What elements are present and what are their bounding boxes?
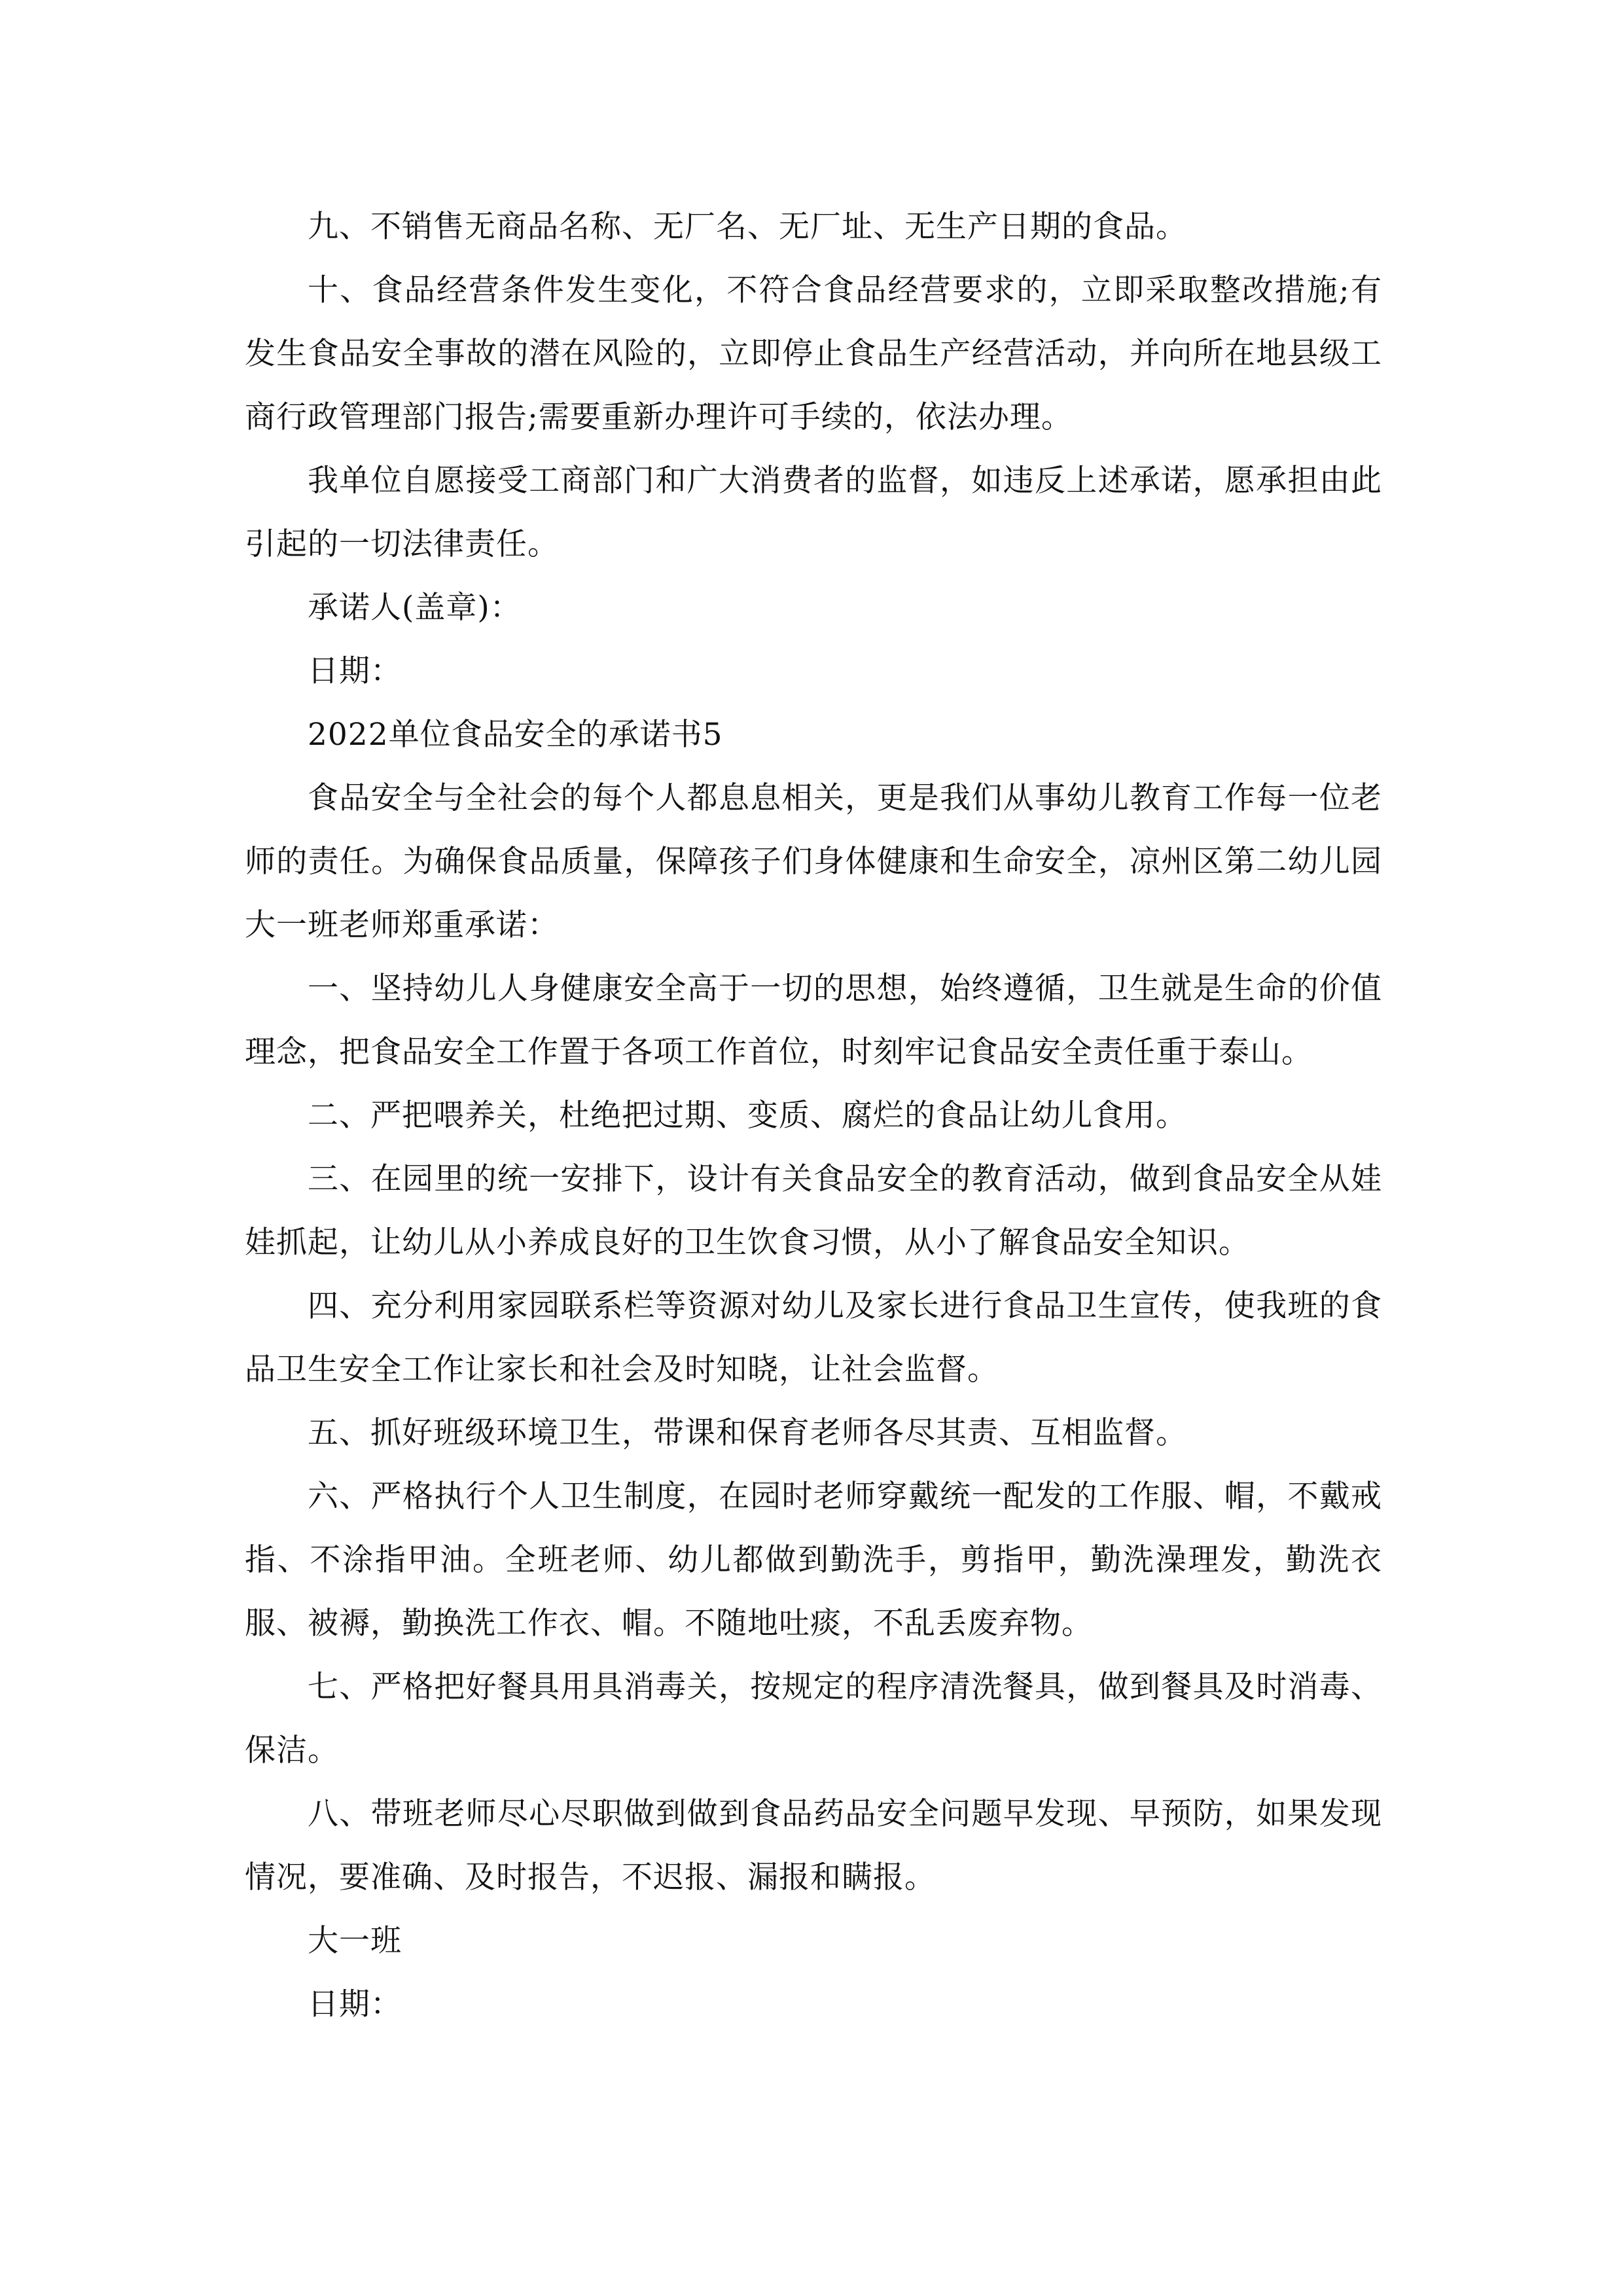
paragraph-item-6: 六、严格执行个人卫生制度，在园时老师穿戴统一配发的工作服、帽，不戴戒指、不涂指甲油。全班老师、幼儿都做到勤洗手，剪指甲，勤洗澡理发，勤洗衣服、被褥，勤换洗工作衣、帽。不随地吐痰，不乱丢废弃物。: [245, 1479, 1382, 1641]
paragraph-liability-statement: 我单位自愿接受工商部门和广大消费者的监督，如违反上述承诺，愿承担由此引起的一切法律责任。: [245, 463, 1382, 562]
promisor-seal-line: 承诺人(盖章)：: [308, 590, 522, 626]
paragraph-item-4: 四、充分利用家园联系栏等资源对幼儿及家长进行食品卫生宣传，使我班的食品卫生安全工作让家长和社会及时知晓，让社会监督。: [245, 1288, 1382, 1388]
paragraph-item-5: 五、抓好班级环境卫生，带课和保育老师各尽其责、互相监督。: [308, 1415, 1187, 1451]
paragraph-item-9: 九、不销售无商品名称、无厂名、无厂址、无生产日期的食品。: [308, 209, 1187, 245]
paragraph-item-1: 一、坚持幼儿人身健康安全高于一切的思想，始终遵循，卫生就是生命的价值理念，把食品安全工作置于各项工作首位，时刻牢记食品安全责任重于泰山。: [245, 971, 1382, 1070]
paragraph-intro: 食品安全与全社会的每个人都息息相关，更是我们从事幼儿教育工作每一位老师的责任。为确保食品质量，保障孩子们身体健康和生命安全，凉州区第二幼儿园大一班老师郑重承诺：: [245, 780, 1382, 943]
document-body: [245, 195, 1382, 2036]
section-title: 2022单位食品安全的承诺书5: [308, 717, 723, 753]
paragraph-item-8: 八、带班老师尽心尽职做到做到食品药品安全问题早发现、早预防，如果发现情况，要准确、及时报告，不迟报、漏报和瞒报。: [245, 1796, 1382, 1895]
paragraph-item-3: 三、在园里的统一安排下，设计有关食品安全的教育活动，做到食品安全从娃娃抓起，让幼儿从小养成良好的卫生饮食习惯，从小了解食品安全知识。: [245, 1161, 1382, 1261]
paragraph-item-2: 二、严把喂养关，杜绝把过期、变质、腐烂的食品让幼儿食用。: [308, 1098, 1187, 1134]
paragraph-item-7: 七、严格把好餐具用具消毒关，按规定的程序清洗餐具，做到餐具及时消毒、保洁。: [245, 1669, 1382, 1768]
paragraph-item-10: 十、食品经营条件发生变化，不符合食品经营要求的，立即采取整改措施;有发生食品安全事故的潜在风险的，立即停止食品生产经营活动，并向所在地县级工商行政管理部门报告;需要重新办理许可手续的，依法办理。: [245, 272, 1382, 435]
signer-class-line: 大一班: [308, 1923, 402, 1959]
date-line-2: 日期：: [308, 1986, 402, 2022]
date-line-1: 日期：: [308, 653, 402, 689]
